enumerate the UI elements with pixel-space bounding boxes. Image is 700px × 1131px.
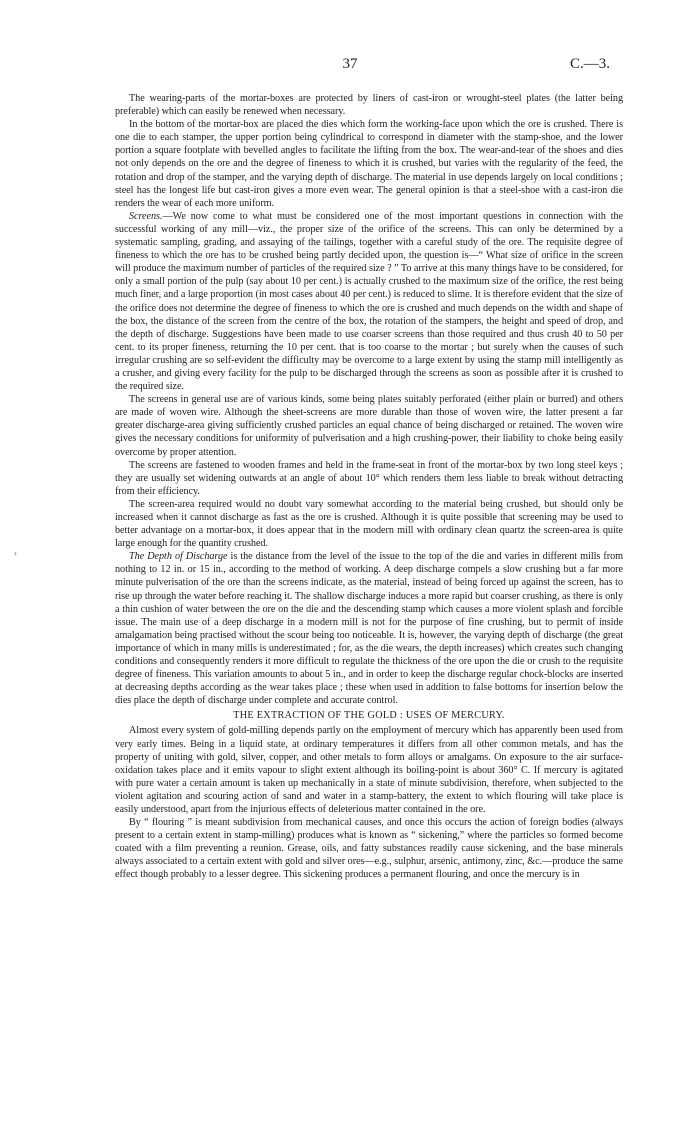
margin-mark: › xyxy=(14,548,17,558)
paragraph: By “ flouring ” is meant subdivision from mechanical causes, and once this occurs the action of foreign bodies (always present to a certain extent in stamp-milling) produces what is known as “ sickening,” where the particles so formed become coated with a film preventing a reunion. Grease, oils, and fatty substances readily cause sickening, and the base minerals always associated to a certain extent with gold and silver ores—e.g., sulphur, arsenic, antimony, zinc, &c.—produce the same effect though probably to a lesser degree. This sickening produces a permanent flouring, and once the mercury is in xyxy=(115,817,623,881)
paragraph: In the bottom of the mortar-box are placed the dies which form the working-face upon which the ore is crushed. There is one die to each stamper, the upper portion being cylindrical to correspond in diameter with the stamp-shoe, and the lower portion a square footplate with bevelled angles to facilitate the lifting from the box. The wear-and-tear of the shoes and dies not only depends on the ore and the degree of fineness to which it is crushed, but varies with the regularity of the feed, the rotation and drop of the stamper, and the varying depth of discharge. The material in use depends largely on local conditions ; steel has the longest life but cast-iron gives a more even wear. The general opinion is that a steel-shoe with a cast-iron die renders the wear of each more uniform. xyxy=(115,119,623,209)
paragraph: The wearing-parts of the mortar-boxes are protected by liners of cast-iron or wrought-steel plates (the latter being preferable) which can easily be renewed when necessary. xyxy=(115,93,623,118)
paragraph: The screens in general use are of various kinds, some being plates suitably perforated (either plain or burred) and others are made of woven wire. Although the sheet-screens are more durable than those of woven wire, the latter present a far greater discharge-area giving sufficiently crushed particles an equal chance of being discharged or retained. The woven wire gives the necessary conditions for uniformity of pulverisation and a high crushing-power, their liability to choke being easily overcome by proper attention. xyxy=(115,394,623,458)
page-number: 37 xyxy=(342,56,358,72)
page-header xyxy=(0,56,700,76)
body-text xyxy=(115,92,623,882)
section-heading: THE EXTRACTION OF THE GOLD : USES OF MERCURY. xyxy=(233,710,505,722)
paragraph-lead: The Depth of Discharge xyxy=(129,551,228,563)
paragraph: The Depth of Discharge is the distance from the level of the issue to the top of the die and varies in different mills from nothing to 12 in. or 15 in., according to the method of working. A deep discharge compels a slow crushing but a far more minute pulverisation of the ore than the screens indicate, as the material, instead of being forced up against the screen, has to rise up through the water before reaching it. The shallow discharge induces a more rapid but coarser crushing, as there is only a thin cushion of water between the ore on the die and the descending stamp which causes a more violent splash and forcible issue. The main use of a deep discharge in a modern mill is not for the purpose of fine crushing, but to permit of inside amalgamation being practised without the scour being too noticeable. It is, however, the varying depth of discharge (the great importance of which in many mills is underestimated ; for, as the die wears, the depth increases) which creates such changing conditions and consequently renders it more difficult to regulate the thickness of the ore upon the die or crush to the requisite degree of fineness. This variation amounts to about 5 in., and in order to keep the discharge regular chock-blocks are inserted at decreasing depths according as the wear takes place ; these when used in addition to false bottoms for insertion below the dies place the depth of discharge under complete and accurate control. xyxy=(115,551,623,707)
paragraph: Almost every system of gold-milling depends partly on the employment of mercury which has apparently been used from very early times. Being in a liquid state, at ordinary temperatures it differs from all other common metals, and has the property of uniting with gold, silver, copper, and other metals to form alloys or amalgams. On exposure to the air surface-oxidation takes place and it emits vapour to slight extent although its boiling-point is about 360° C. If mercury is agitated with pure water a certain amount is taken up mechanically in a state of minute subdivision, therefore, when subjected to the violent agitation and scouring action of sand and water in a stamp-battery, the extent to which flouring will take place is easily understood, apart from the injurious effects of deleterious matter contained in the ore. xyxy=(115,725,623,815)
paragraph: The screens are fastened to wooden frames and held in the frame-seat in front of the mortar-box by two long steel keys ; they are usually set widening outwards at an angle of about 10° which renders them less liable to break without detracting from their efficiency. xyxy=(115,459,623,497)
paragraph-lead: Screens. xyxy=(129,210,163,222)
document-reference: C.—3. xyxy=(570,56,611,72)
paragraph: Screens.—We now come to what must be considered one of the most important questions in connection with the successful working of any mill—viz., the proper size of the orifice of the screens. This can only be determined by a systematic sampling, grading, and assaying of the tailings, together with a careful study of the ore. The requisite degree of fineness to which the ore has to be crushed being partly decided upon, the question is—“ What size of orifice in the screen will produce the maximum number of particles of the required size ? ” To arrive at this many things have to be considered, for only a small portion of the pulp (say about 10 per cent.) is actually crushed to the maximum size of the orifice, the rest being much finer, and a large proportion (in most cases about 40 per cent.) is reduced to slime. It is therefore evident that the size of the orifice does not determine the degree of fineness to which the ore is crushed and much depends on the width and shape of the box, the distance of the screen from the centre of the box, the rotation of the stampers, the height and speed of drop, and the depth of discharge. Suggestions have been made to use coarser screens than those required and thus crush 40 to 50 per cent. to its proper fineness, returning the 10 per cent. that is too coarse to the mortar ; but surely when the causes of such irregular crushing are so self-evident the difficulty may be overcome to a large extent by using the stamp mill intelligently as a crusher, and giving every facility for the pulp to be discharged through the screens as soon as possible after it is crushed to the required size. xyxy=(115,210,623,393)
paragraph: The screen-area required would no doubt vary somewhat according to the material being crushed, but should only be increased when it cannot discharge as fast as the ore is crushed. Although it is quite possible that screening may be used to better advantage on a mortar-box, it does appear that in the modern mill with ordinary clean quartz the screen-area is quite large enough for the quantity crushed. xyxy=(115,498,623,550)
